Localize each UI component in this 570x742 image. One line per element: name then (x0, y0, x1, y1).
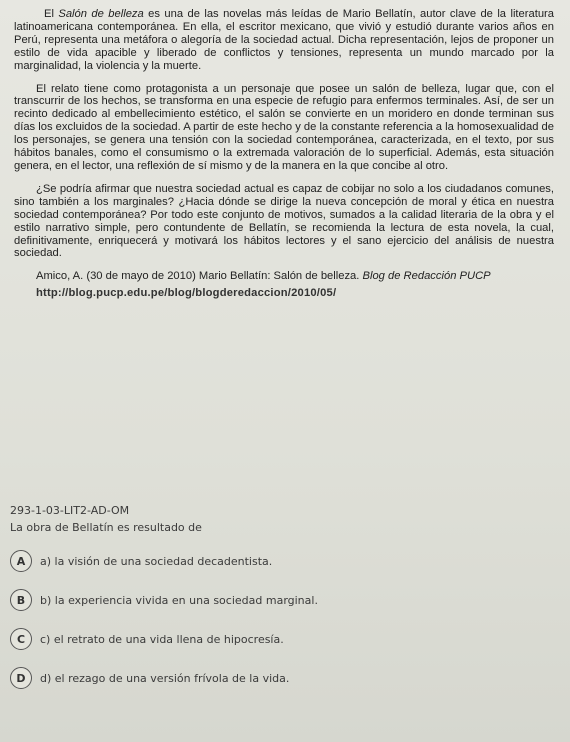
paragraph-1-body: es una de las novelas más leídas de Mario Bellatín, autor clave de la literatura latinoamericana contemporánea. En ella, el escritor mexicano, que vivió y estudió durante varios años en Perú, representa una metáfora o alegoría de la sociedad actual. Dicha representación, lejos de proponer un estilo de vida apacible y liberado de conflictos y tensiones, representa un mundo marcado por la marginalidad, la violencia y la muerte. (14, 8, 554, 72)
option-d-text: d) el rezago de una versión frívola de la vida. (40, 671, 290, 685)
option-d-radio[interactable]: D (10, 667, 32, 689)
option-d[interactable] (10, 665, 550, 691)
reading-passage (14, 8, 554, 310)
option-c-text: c) el retrato de una vida llena de hipocresía. (40, 632, 284, 646)
passage-paragraph-1 (14, 8, 554, 73)
option-c-radio[interactable]: C (10, 628, 32, 650)
option-b-radio[interactable]: B (10, 589, 32, 611)
option-b-text: b) la experiencia vivida en una sociedad marginal. (40, 593, 318, 607)
passage-paragraph-2: El relato tiene como protagonista a un personaje que posee un salón de belleza, lugar que, con el transcurrir de los hechos, se transforma en una especie de refugio para enfermos terminales. Así, de ser un recinto dedicado al embellecimiento estético, el salón se convierte en un moridero en donde terminan sus días los excluidos de la sociedad. A partir de este hecho y de la constante referencia a la homosexualidad de los personajes, se genera una tensión con la sociedad contemporánea, caracterizada, en el texto, por sus hábitos banales, como el consumismo o la extremada valoración de lo superficial. Además, esta situación genera, en el lector, una reflexión de sí mismo y de la manera en la que concibe al otro. (14, 82, 554, 172)
novel-title: Salón de belleza (58, 8, 144, 20)
option-a[interactable] (10, 548, 550, 574)
citation-blog-name: Blog de Redacción PUCP (362, 270, 491, 283)
passage-paragraph-3: ¿Se podría afirmar que nuestra sociedad actual es capaz de cobijar no solo a los ciudadanos comunes, sino también a los marginales? ¿Hacia dónde se dirige la nueva concepción de moral y ética en nuestra sociedad contemporánea? Por todo este conjunto de motivos, sumados a la calidad literaria de la obra y el estilo narrativo simple, pero contundente de Bellatín, se recomienda la lectura de esta novela, la cual, definitivamente, enriquecerá y motivará los hábitos lectores y el sano ejercicio del análisis de nuestra sociedad. (14, 182, 554, 260)
option-a-text: a) la visión de una sociedad decadentista. (40, 554, 273, 568)
option-c[interactable] (10, 626, 550, 652)
option-b[interactable] (10, 587, 550, 613)
citation (14, 270, 554, 300)
question-code: 293-1-03-LIT2-AD-OM (10, 504, 130, 517)
question-stem: La obra de Bellatín es resultado de (10, 521, 202, 534)
citation-text: Amico, A. (30 de mayo de 2010) Mario Bellatín: Salón de belleza. (36, 270, 363, 283)
citation-link[interactable]: http://blog.pucp.edu.pe/blog/blogderedaccion/2010/05/ (36, 287, 337, 300)
question-block (10, 504, 550, 704)
paragraph-1-lead: El (44, 8, 59, 20)
option-a-radio[interactable]: A (10, 550, 32, 572)
